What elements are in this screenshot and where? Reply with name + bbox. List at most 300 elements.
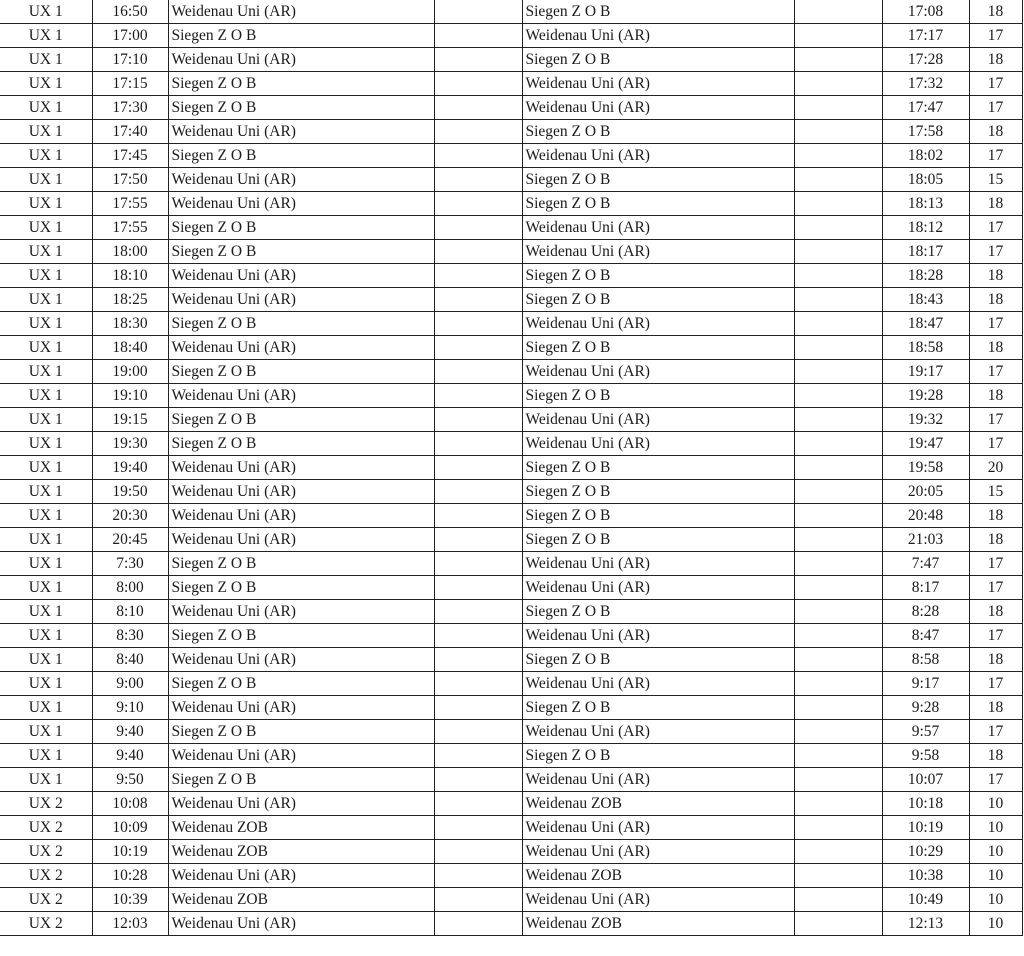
empty-cell [434, 168, 522, 192]
origin-stop-cell: Weidenau Uni (AR) [168, 384, 434, 408]
arrival-time-cell: 10:29 [882, 840, 969, 864]
duration-cell: 17 [969, 312, 1022, 336]
destination-stop-cell: Weidenau Uni (AR) [522, 624, 794, 648]
departure-time-cell: 8:40 [92, 648, 168, 672]
destination-stop-cell: Weidenau Uni (AR) [522, 816, 794, 840]
table-row [0, 144, 1022, 168]
duration-cell: 17 [969, 432, 1022, 456]
duration-cell: 17 [969, 96, 1022, 120]
empty-cell [794, 408, 882, 432]
line-cell: UX 1 [0, 432, 92, 456]
empty-cell [434, 864, 522, 888]
origin-stop-cell: Siegen Z O B [168, 576, 434, 600]
arrival-time-cell: 20:05 [882, 480, 969, 504]
departure-time-cell: 8:00 [92, 576, 168, 600]
empty-cell [434, 528, 522, 552]
origin-stop-cell: Siegen Z O B [168, 240, 434, 264]
empty-cell [434, 600, 522, 624]
line-cell: UX 1 [0, 264, 92, 288]
departure-time-cell: 16:50 [92, 0, 168, 24]
empty-cell [794, 336, 882, 360]
departure-time-cell: 19:30 [92, 432, 168, 456]
departure-time-cell: 17:40 [92, 120, 168, 144]
line-cell: UX 2 [0, 816, 92, 840]
empty-cell [434, 696, 522, 720]
empty-cell [794, 792, 882, 816]
destination-stop-cell: Weidenau Uni (AR) [522, 552, 794, 576]
empty-cell [794, 672, 882, 696]
destination-stop-cell: Siegen Z O B [522, 528, 794, 552]
destination-stop-cell: Weidenau Uni (AR) [522, 96, 794, 120]
destination-stop-cell: Weidenau Uni (AR) [522, 840, 794, 864]
duration-cell: 18 [969, 192, 1022, 216]
table-row [0, 384, 1022, 408]
departure-time-cell: 17:50 [92, 168, 168, 192]
table-row [0, 552, 1022, 576]
table-row [0, 48, 1022, 72]
empty-cell [794, 696, 882, 720]
duration-cell: 18 [969, 528, 1022, 552]
empty-cell [794, 720, 882, 744]
table-row [0, 96, 1022, 120]
empty-cell [434, 120, 522, 144]
departure-time-cell: 8:30 [92, 624, 168, 648]
destination-stop-cell: Siegen Z O B [522, 192, 794, 216]
destination-stop-cell: Siegen Z O B [522, 336, 794, 360]
empty-cell [794, 240, 882, 264]
departure-time-cell: 17:45 [92, 144, 168, 168]
empty-cell [434, 912, 522, 936]
origin-stop-cell: Weidenau Uni (AR) [168, 480, 434, 504]
arrival-time-cell: 18:28 [882, 264, 969, 288]
line-cell: UX 1 [0, 312, 92, 336]
empty-cell [794, 456, 882, 480]
table-row [0, 408, 1022, 432]
arrival-time-cell: 8:58 [882, 648, 969, 672]
line-cell: UX 1 [0, 360, 92, 384]
table-row [0, 432, 1022, 456]
origin-stop-cell: Weidenau ZOB [168, 840, 434, 864]
table-row [0, 576, 1022, 600]
empty-cell [434, 24, 522, 48]
destination-stop-cell: Weidenau Uni (AR) [522, 24, 794, 48]
line-cell: UX 1 [0, 384, 92, 408]
line-cell: UX 1 [0, 336, 92, 360]
empty-cell [794, 504, 882, 528]
line-cell: UX 1 [0, 600, 92, 624]
departure-time-cell: 17:00 [92, 24, 168, 48]
empty-cell [794, 360, 882, 384]
origin-stop-cell: Siegen Z O B [168, 24, 434, 48]
empty-cell [794, 480, 882, 504]
departure-time-cell: 19:10 [92, 384, 168, 408]
destination-stop-cell: Siegen Z O B [522, 384, 794, 408]
origin-stop-cell: Weidenau Uni (AR) [168, 600, 434, 624]
table-row [0, 72, 1022, 96]
duration-cell: 17 [969, 360, 1022, 384]
empty-cell [434, 768, 522, 792]
table-row [0, 672, 1022, 696]
table-row [0, 528, 1022, 552]
line-cell: UX 1 [0, 480, 92, 504]
empty-cell [794, 816, 882, 840]
duration-cell: 18 [969, 696, 1022, 720]
table-row [0, 912, 1022, 936]
empty-cell [794, 48, 882, 72]
destination-stop-cell: Weidenau Uni (AR) [522, 408, 794, 432]
empty-cell [794, 600, 882, 624]
duration-cell: 18 [969, 504, 1022, 528]
line-cell: UX 2 [0, 888, 92, 912]
table-row [0, 120, 1022, 144]
origin-stop-cell: Weidenau ZOB [168, 888, 434, 912]
table-row [0, 720, 1022, 744]
table-row [0, 192, 1022, 216]
table-row [0, 648, 1022, 672]
empty-cell [794, 888, 882, 912]
origin-stop-cell: Siegen Z O B [168, 768, 434, 792]
departure-time-cell: 12:03 [92, 912, 168, 936]
origin-stop-cell: Weidenau Uni (AR) [168, 264, 434, 288]
departure-time-cell: 18:10 [92, 264, 168, 288]
departure-time-cell: 17:10 [92, 48, 168, 72]
empty-cell [794, 576, 882, 600]
origin-stop-cell: Siegen Z O B [168, 312, 434, 336]
duration-cell: 17 [969, 24, 1022, 48]
arrival-time-cell: 20:48 [882, 504, 969, 528]
origin-stop-cell: Weidenau Uni (AR) [168, 456, 434, 480]
empty-cell [794, 264, 882, 288]
duration-cell: 17 [969, 576, 1022, 600]
arrival-time-cell: 10:19 [882, 816, 969, 840]
destination-stop-cell: Weidenau Uni (AR) [522, 720, 794, 744]
origin-stop-cell: Siegen Z O B [168, 672, 434, 696]
origin-stop-cell: Siegen Z O B [168, 408, 434, 432]
destination-stop-cell: Siegen Z O B [522, 648, 794, 672]
departure-time-cell: 19:00 [92, 360, 168, 384]
empty-cell [794, 768, 882, 792]
destination-stop-cell: Weidenau Uni (AR) [522, 312, 794, 336]
empty-cell [434, 456, 522, 480]
departure-time-cell: 19:15 [92, 408, 168, 432]
table-row [0, 168, 1022, 192]
departure-time-cell: 18:30 [92, 312, 168, 336]
arrival-time-cell: 18:13 [882, 192, 969, 216]
empty-cell [434, 504, 522, 528]
duration-cell: 18 [969, 264, 1022, 288]
arrival-time-cell: 10:38 [882, 864, 969, 888]
empty-cell [434, 312, 522, 336]
destination-stop-cell: Siegen Z O B [522, 0, 794, 24]
empty-cell [794, 624, 882, 648]
empty-cell [434, 72, 522, 96]
empty-cell [794, 168, 882, 192]
empty-cell [794, 192, 882, 216]
line-cell: UX 1 [0, 48, 92, 72]
departure-time-cell: 9:40 [92, 744, 168, 768]
departure-time-cell: 9:10 [92, 696, 168, 720]
destination-stop-cell: Siegen Z O B [522, 504, 794, 528]
destination-stop-cell: Weidenau ZOB [522, 864, 794, 888]
destination-stop-cell: Weidenau Uni (AR) [522, 144, 794, 168]
arrival-time-cell: 9:28 [882, 696, 969, 720]
table-row [0, 696, 1022, 720]
duration-cell: 18 [969, 48, 1022, 72]
line-cell: UX 1 [0, 504, 92, 528]
arrival-time-cell: 21:03 [882, 528, 969, 552]
arrival-time-cell: 18:17 [882, 240, 969, 264]
empty-cell [794, 24, 882, 48]
duration-cell: 17 [969, 624, 1022, 648]
line-cell: UX 1 [0, 624, 92, 648]
origin-stop-cell: Weidenau Uni (AR) [168, 864, 434, 888]
empty-cell [794, 312, 882, 336]
destination-stop-cell: Weidenau Uni (AR) [522, 432, 794, 456]
destination-stop-cell: Siegen Z O B [522, 288, 794, 312]
duration-cell: 17 [969, 720, 1022, 744]
empty-cell [434, 192, 522, 216]
origin-stop-cell: Weidenau Uni (AR) [168, 168, 434, 192]
line-cell: UX 2 [0, 840, 92, 864]
origin-stop-cell: Siegen Z O B [168, 96, 434, 120]
line-cell: UX 1 [0, 288, 92, 312]
empty-cell [434, 480, 522, 504]
origin-stop-cell: Siegen Z O B [168, 624, 434, 648]
departure-time-cell: 9:40 [92, 720, 168, 744]
duration-cell: 17 [969, 672, 1022, 696]
table-row [0, 24, 1022, 48]
duration-cell: 18 [969, 288, 1022, 312]
destination-stop-cell: Weidenau Uni (AR) [522, 576, 794, 600]
arrival-time-cell: 17:08 [882, 0, 969, 24]
origin-stop-cell: Siegen Z O B [168, 360, 434, 384]
arrival-time-cell: 18:05 [882, 168, 969, 192]
table-row [0, 624, 1022, 648]
arrival-time-cell: 17:17 [882, 24, 969, 48]
empty-cell [434, 384, 522, 408]
destination-stop-cell: Weidenau Uni (AR) [522, 672, 794, 696]
origin-stop-cell: Siegen Z O B [168, 552, 434, 576]
departure-time-cell: 20:30 [92, 504, 168, 528]
destination-stop-cell: Siegen Z O B [522, 744, 794, 768]
arrival-time-cell: 10:07 [882, 768, 969, 792]
arrival-time-cell: 8:47 [882, 624, 969, 648]
line-cell: UX 2 [0, 864, 92, 888]
empty-cell [794, 648, 882, 672]
arrival-time-cell: 18:47 [882, 312, 969, 336]
table-row [0, 600, 1022, 624]
line-cell: UX 1 [0, 192, 92, 216]
arrival-time-cell: 8:28 [882, 600, 969, 624]
empty-cell [434, 816, 522, 840]
empty-cell [434, 48, 522, 72]
table-row [0, 840, 1022, 864]
departure-time-cell: 9:00 [92, 672, 168, 696]
empty-cell [434, 888, 522, 912]
empty-cell [434, 432, 522, 456]
arrival-time-cell: 17:32 [882, 72, 969, 96]
departure-time-cell: 7:30 [92, 552, 168, 576]
line-cell: UX 1 [0, 120, 92, 144]
destination-stop-cell: Siegen Z O B [522, 168, 794, 192]
arrival-time-cell: 9:17 [882, 672, 969, 696]
line-cell: UX 1 [0, 240, 92, 264]
departure-time-cell: 17:55 [92, 216, 168, 240]
empty-cell [434, 576, 522, 600]
line-cell: UX 1 [0, 144, 92, 168]
origin-stop-cell: Weidenau Uni (AR) [168, 792, 434, 816]
departure-time-cell: 9:50 [92, 768, 168, 792]
table-row [0, 288, 1022, 312]
duration-cell: 18 [969, 120, 1022, 144]
empty-cell [794, 528, 882, 552]
arrival-time-cell: 10:49 [882, 888, 969, 912]
duration-cell: 17 [969, 552, 1022, 576]
empty-cell [434, 336, 522, 360]
origin-stop-cell: Weidenau Uni (AR) [168, 192, 434, 216]
empty-cell [434, 552, 522, 576]
arrival-time-cell: 18:43 [882, 288, 969, 312]
origin-stop-cell: Weidenau Uni (AR) [168, 528, 434, 552]
table-row [0, 456, 1022, 480]
origin-stop-cell: Siegen Z O B [168, 72, 434, 96]
origin-stop-cell: Weidenau Uni (AR) [168, 120, 434, 144]
empty-cell [434, 0, 522, 24]
table-row [0, 264, 1022, 288]
arrival-time-cell: 17:47 [882, 96, 969, 120]
departure-time-cell: 8:10 [92, 600, 168, 624]
destination-stop-cell: Siegen Z O B [522, 480, 794, 504]
empty-cell [794, 552, 882, 576]
empty-cell [434, 672, 522, 696]
empty-cell [434, 792, 522, 816]
line-cell: UX 1 [0, 456, 92, 480]
empty-cell [794, 432, 882, 456]
arrival-time-cell: 17:28 [882, 48, 969, 72]
destination-stop-cell: Siegen Z O B [522, 264, 794, 288]
origin-stop-cell: Siegen Z O B [168, 144, 434, 168]
arrival-time-cell: 12:13 [882, 912, 969, 936]
arrival-time-cell: 19:28 [882, 384, 969, 408]
empty-cell [794, 96, 882, 120]
duration-cell: 20 [969, 456, 1022, 480]
destination-stop-cell: Weidenau ZOB [522, 912, 794, 936]
departure-time-cell: 18:40 [92, 336, 168, 360]
line-cell: UX 1 [0, 0, 92, 24]
line-cell: UX 1 [0, 552, 92, 576]
arrival-time-cell: 17:58 [882, 120, 969, 144]
origin-stop-cell: Siegen Z O B [168, 216, 434, 240]
arrival-time-cell: 8:17 [882, 576, 969, 600]
line-cell: UX 1 [0, 696, 92, 720]
departure-time-cell: 18:00 [92, 240, 168, 264]
line-cell: UX 1 [0, 768, 92, 792]
empty-cell [434, 840, 522, 864]
destination-stop-cell: Weidenau Uni (AR) [522, 216, 794, 240]
empty-cell [434, 720, 522, 744]
duration-cell: 10 [969, 792, 1022, 816]
duration-cell: 15 [969, 168, 1022, 192]
duration-cell: 10 [969, 816, 1022, 840]
line-cell: UX 1 [0, 744, 92, 768]
table-row [0, 240, 1022, 264]
departure-time-cell: 10:19 [92, 840, 168, 864]
departure-time-cell: 18:25 [92, 288, 168, 312]
arrival-time-cell: 19:47 [882, 432, 969, 456]
duration-cell: 18 [969, 384, 1022, 408]
duration-cell: 18 [969, 0, 1022, 24]
empty-cell [794, 840, 882, 864]
destination-stop-cell: Siegen Z O B [522, 120, 794, 144]
origin-stop-cell: Weidenau Uni (AR) [168, 0, 434, 24]
line-cell: UX 1 [0, 576, 92, 600]
departure-time-cell: 19:40 [92, 456, 168, 480]
origin-stop-cell: Weidenau ZOB [168, 816, 434, 840]
table-row [0, 768, 1022, 792]
destination-stop-cell: Weidenau Uni (AR) [522, 768, 794, 792]
departure-time-cell: 17:55 [92, 192, 168, 216]
empty-cell [434, 624, 522, 648]
empty-cell [794, 144, 882, 168]
line-cell: UX 2 [0, 912, 92, 936]
table-row [0, 888, 1022, 912]
destination-stop-cell: Siegen Z O B [522, 696, 794, 720]
line-cell: UX 1 [0, 96, 92, 120]
destination-stop-cell: Weidenau Uni (AR) [522, 360, 794, 384]
line-cell: UX 2 [0, 792, 92, 816]
line-cell: UX 1 [0, 24, 92, 48]
empty-cell [434, 144, 522, 168]
table-row [0, 864, 1022, 888]
empty-cell [434, 744, 522, 768]
duration-cell: 17 [969, 768, 1022, 792]
destination-stop-cell: Siegen Z O B [522, 48, 794, 72]
empty-cell [794, 864, 882, 888]
arrival-time-cell: 9:58 [882, 744, 969, 768]
origin-stop-cell: Weidenau Uni (AR) [168, 48, 434, 72]
arrival-time-cell: 19:58 [882, 456, 969, 480]
table-row [0, 0, 1022, 24]
line-cell: UX 1 [0, 648, 92, 672]
empty-cell [434, 408, 522, 432]
origin-stop-cell: Siegen Z O B [168, 720, 434, 744]
empty-cell [794, 0, 882, 24]
empty-cell [434, 216, 522, 240]
departure-time-cell: 17:15 [92, 72, 168, 96]
destination-stop-cell: Weidenau Uni (AR) [522, 888, 794, 912]
departure-time-cell: 10:28 [92, 864, 168, 888]
duration-cell: 10 [969, 864, 1022, 888]
duration-cell: 17 [969, 144, 1022, 168]
destination-stop-cell: Siegen Z O B [522, 456, 794, 480]
duration-cell: 10 [969, 912, 1022, 936]
table-row [0, 792, 1022, 816]
duration-cell: 10 [969, 840, 1022, 864]
departure-time-cell: 17:30 [92, 96, 168, 120]
duration-cell: 10 [969, 888, 1022, 912]
destination-stop-cell: Weidenau ZOB [522, 792, 794, 816]
duration-cell: 18 [969, 336, 1022, 360]
destination-stop-cell: Weidenau Uni (AR) [522, 72, 794, 96]
origin-stop-cell: Weidenau Uni (AR) [168, 912, 434, 936]
duration-cell: 18 [969, 744, 1022, 768]
duration-cell: 17 [969, 72, 1022, 96]
duration-cell: 17 [969, 240, 1022, 264]
empty-cell [794, 912, 882, 936]
origin-stop-cell: Weidenau Uni (AR) [168, 336, 434, 360]
departure-time-cell: 20:45 [92, 528, 168, 552]
empty-cell [794, 120, 882, 144]
